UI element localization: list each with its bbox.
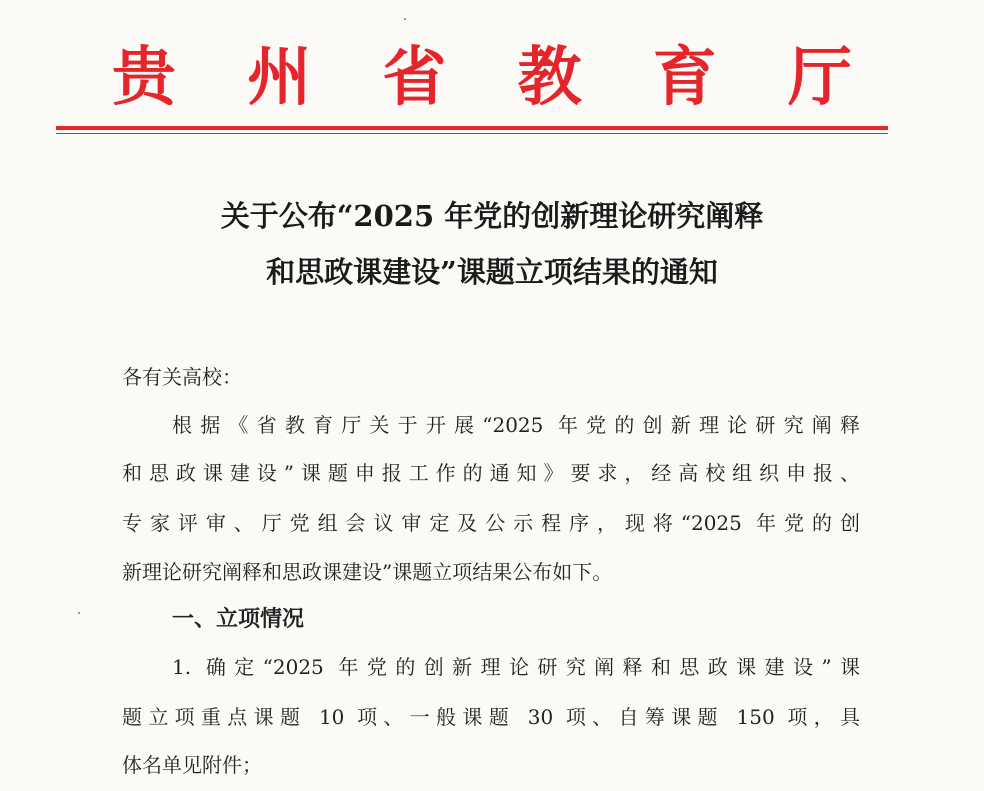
letterhead-char: 省 xyxy=(382,40,447,115)
scan-speck xyxy=(404,18,406,20)
paragraph-line: 1. 确定“2025 年党的创新理论研究阐释和思政课建设”课 xyxy=(172,655,860,679)
letterhead-char: 教 xyxy=(517,40,582,115)
paragraph-line: 根据《省教育厅关于开展“2025 年党的创新理论研究阐释 xyxy=(172,413,860,437)
section-heading: 一、立项情况 xyxy=(172,606,305,632)
paragraph-line: 专家评审、厅党组会议审定及公示程序，现将“2025 年党的创 xyxy=(122,511,860,535)
letterhead-divider-thin xyxy=(56,133,888,134)
document-title-line-2: 和思政课建设”课题立项结果的通知 xyxy=(266,255,718,289)
salutation: 各有关高校： xyxy=(122,365,242,389)
letterhead-char: 州 xyxy=(247,40,312,115)
paragraph-line: 和思政课建设”课题申报工作的通知》要求，经高校组织申报、 xyxy=(122,461,860,485)
letterhead-divider-thick xyxy=(56,126,888,130)
document-title-line-1: 关于公布“2025 年党的创新理论研究阐释 xyxy=(220,199,764,233)
letterhead-char: 贵 xyxy=(112,40,176,115)
paragraph-line: 新理论研究阐释和思政课建设”课题立项结果公布如下。 xyxy=(122,560,613,584)
letterhead-char: 育 xyxy=(652,40,717,115)
letterhead-char: 厅 xyxy=(787,40,852,115)
letterhead xyxy=(112,40,852,116)
scan-speck xyxy=(78,612,80,614)
paragraph-line: 题立项重点课题 10 项、一般课题 30 项、自筹课题 150 项，具 xyxy=(122,705,860,729)
paragraph-line: 体名单见附件； xyxy=(122,753,262,777)
